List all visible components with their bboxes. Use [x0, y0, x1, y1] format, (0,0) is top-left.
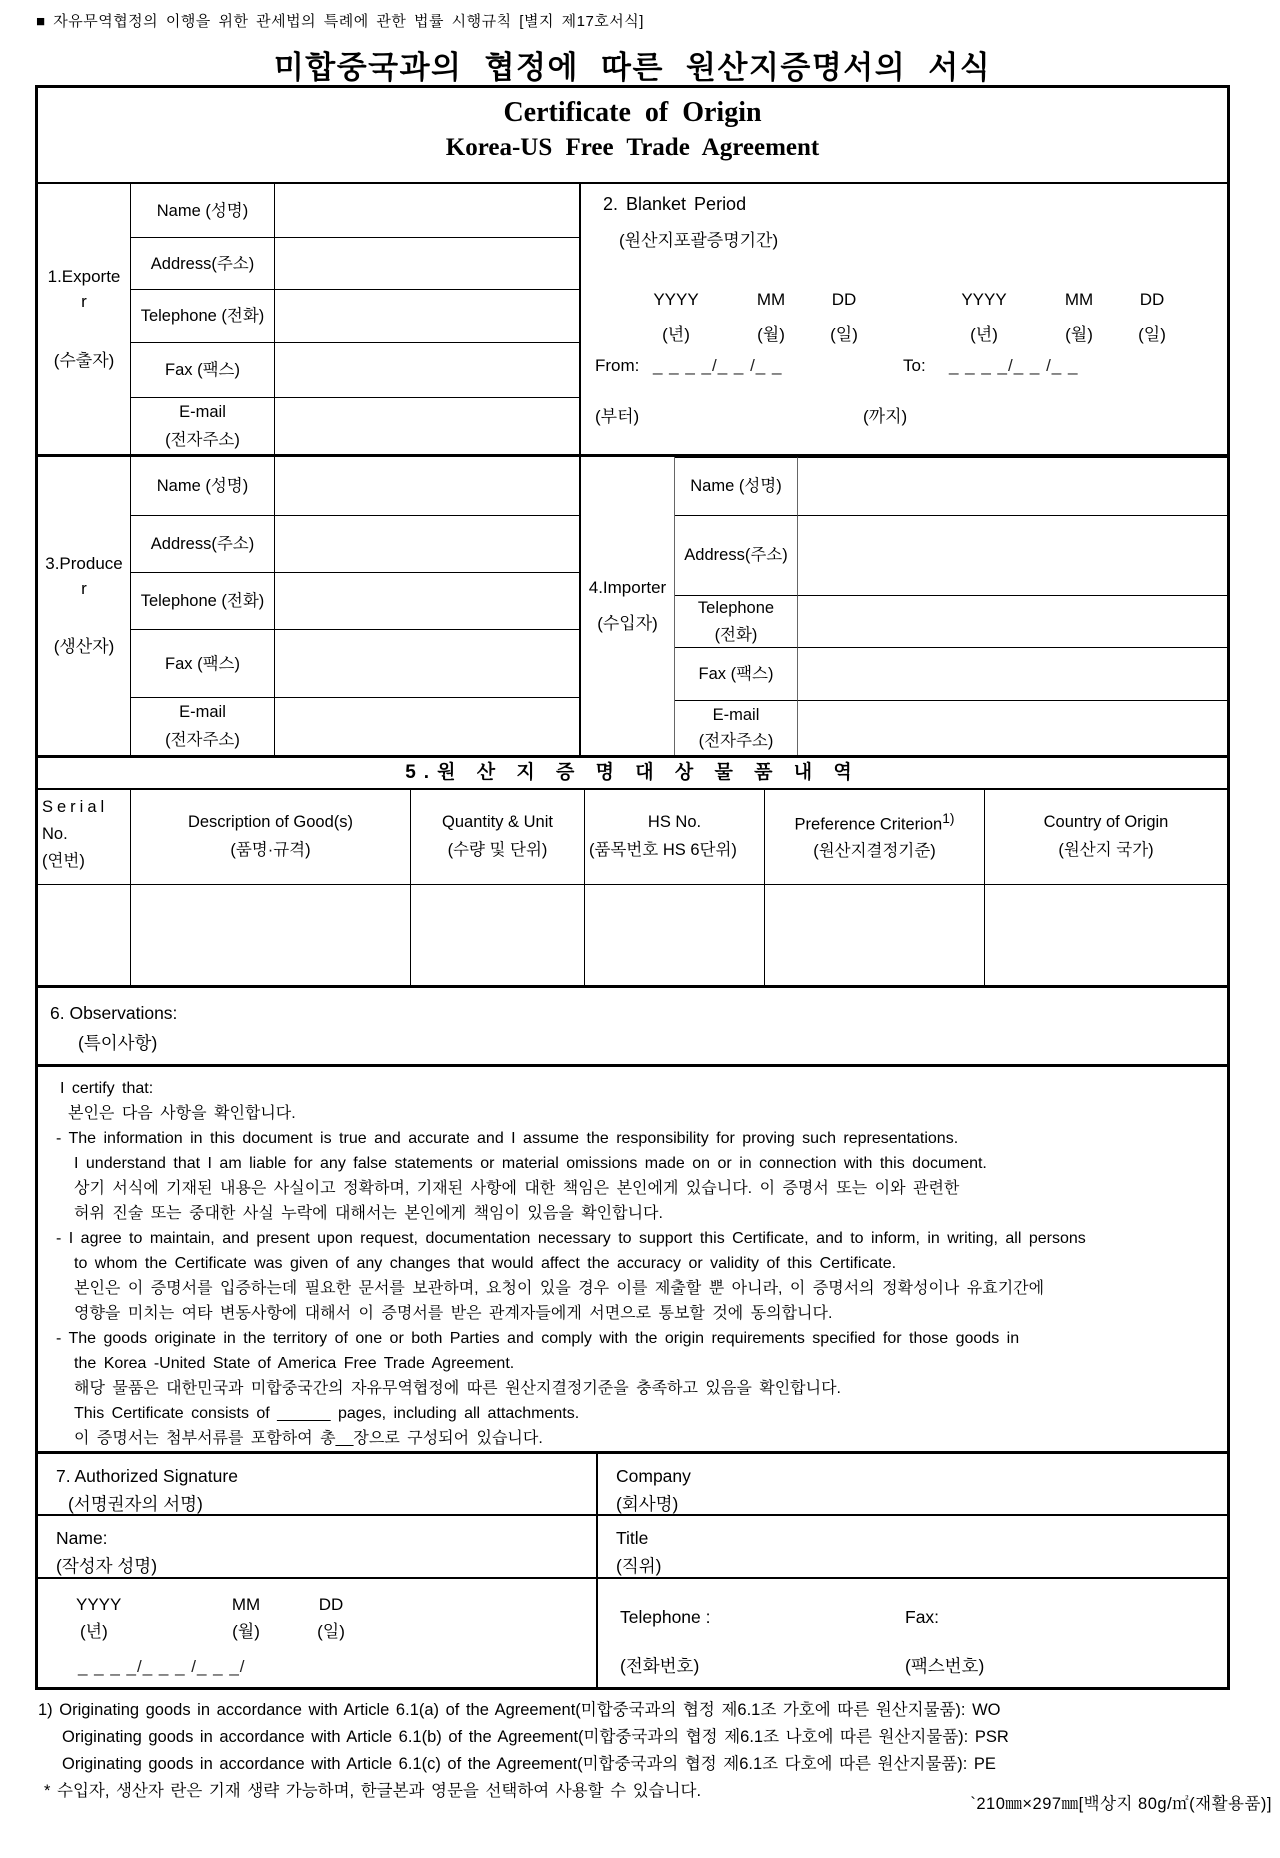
observations-korean: (특이사항): [78, 1033, 158, 1054]
telephone-label: Telephone :: [620, 1607, 711, 1628]
signature-date-header: YYYY MM DD: [76, 1595, 344, 1615]
signature-date-blank[interactable]: _ _ _ _/_ _ _ /_ _ _/: [78, 1657, 246, 1677]
producer-fax-field[interactable]: [275, 629, 579, 697]
from-label: From:: [595, 356, 640, 376]
certify-line: 본인은 다음 사항을 확인합니다.: [68, 1105, 296, 1123]
importer-fax-label: Fax (팩스): [675, 647, 798, 700]
exporter-email-field[interactable]: [275, 397, 579, 454]
authorized-signature-korean: (서명권자의 서명): [68, 1494, 203, 1515]
fax-label: Fax:: [905, 1607, 940, 1628]
certify-line: the Korea -United State of America Free Trade Agreement.: [74, 1355, 515, 1373]
title-label: Title: [616, 1528, 649, 1549]
signature-date-cell[interactable]: [38, 1579, 598, 1687]
goods-cell-preference[interactable]: [765, 885, 985, 985]
name-cell[interactable]: [38, 1516, 598, 1579]
importer-label: [581, 457, 675, 754]
producer-label: [38, 457, 131, 754]
exporter-email-label: E-mail (전자주소): [131, 397, 275, 454]
authorized-signature-cell[interactable]: [38, 1454, 598, 1516]
form-title-block: [38, 88, 1227, 184]
certify-line: 본인은 이 증명서를 입증하는데 필요한 문서를 보관하며, 요청이 있을 경우 이를 제출할 뿐 아니라, 이 증명서의 정확성이나 유효기간에: [74, 1280, 1045, 1298]
column-header-serial: Serial No. (연번): [38, 790, 131, 885]
importer-telephone-label: Telephone (전화): [675, 595, 798, 647]
producer-address-label: Address(주소): [131, 515, 275, 572]
footnote-marker: 1): [942, 810, 955, 826]
importer-number-label: 4.Importer: [588, 578, 667, 598]
certify-line: 상기 서식에 기재된 내용은 사실이고 정확하며, 기재된 사항에 대한 책임은 본인에게 있습니다. 이 증명서 또는 이와 관련한: [74, 1180, 960, 1198]
footnote-wo: 1) Originating goods in accordance with Article 6.1(a) of the Agreement(미합중국과의 협정 제6.1조 가호에 따른 원산지물품): WO: [38, 1701, 1001, 1719]
blanket-from-to-korean: [595, 402, 907, 427]
exporter-blanket-block: [38, 184, 1227, 457]
exporter-label: [38, 184, 131, 454]
exporter-address-field[interactable]: [275, 237, 579, 289]
certify-line: I understand that I am liable for any false statements or material omissions made on or in connection with this document.: [74, 1155, 987, 1173]
producer-email-field[interactable]: [275, 697, 579, 754]
telephone-fax-cell[interactable]: [598, 1579, 1227, 1687]
certificate-title: Certificate of Origin: [503, 97, 762, 128]
company-cell[interactable]: [598, 1454, 1227, 1516]
exporter-number-label: 1.Exporter: [47, 267, 121, 311]
company-korean: (회사명): [616, 1494, 679, 1515]
column-header-description: Description of Good(s) (품명·규격): [131, 790, 411, 885]
producer-email-label: E-mail (전자주소): [131, 697, 275, 754]
importer-address-label: Address(주소): [675, 515, 798, 595]
telephone-korean: (전화번호): [620, 1656, 700, 1677]
exporter-section: [38, 184, 581, 454]
importer-telephone-field[interactable]: [798, 595, 1227, 647]
regulation-notice: ■ 자유무역협정의 이행을 위한 관세법의 특례에 관한 법률 시행규칙 [별지 제17호서식]: [36, 13, 644, 30]
certify-line: I certify that:: [60, 1080, 154, 1098]
agreement-subtitle: Korea-US Free Trade Agreement: [445, 134, 820, 161]
company-label: Company: [616, 1466, 691, 1487]
certify-line: 영향을 미치는 여타 변동사항에 대해서 이 증명서를 받은 관계자들에게 서면으로 통보할 것에 동의합니다.: [74, 1305, 833, 1323]
blanket-period-section: [581, 184, 1227, 454]
goods-cell-description[interactable]: [131, 885, 411, 985]
producer-fax-label: Fax (팩스): [131, 629, 275, 697]
exporter-name-label: Name (성명): [131, 184, 275, 237]
goods-cell-country[interactable]: [985, 885, 1227, 985]
exporter-name-field[interactable]: [275, 184, 579, 237]
fax-korean: (팩스번호): [905, 1656, 985, 1677]
exporter-telephone-field[interactable]: [275, 289, 579, 342]
producer-name-label: Name (성명): [131, 457, 275, 515]
from-korean-label: (부터): [595, 407, 640, 427]
importer-name-label: Name (성명): [675, 457, 798, 515]
producer-telephone-label: Telephone (전화): [131, 572, 275, 629]
importer-section: [581, 457, 1227, 754]
to-date-blank[interactable]: _ _ _ _/_ _ /_ _: [949, 356, 1079, 376]
goods-table: [38, 790, 1227, 988]
footnote-optional-note: * 수입자, 생산자 란은 기재 생략 가능하며, 한글본과 영문을 선택하여 사용할 수 있습니다.: [44, 1782, 702, 1800]
observations-section[interactable]: [38, 988, 1227, 1067]
certificate-form: [35, 85, 1230, 1690]
column-header-quantity: Quantity & Unit (수량 및 단위): [411, 790, 585, 885]
producer-name-field[interactable]: [275, 457, 579, 515]
certify-line: 해당 물품은 대한민국과 미합중국간의 자유무역협정에 따른 원산지결정기준을 충족하고 있음을 확인합니다.: [74, 1380, 841, 1398]
importer-korean-label: (수입자): [597, 613, 658, 633]
producer-korean-label: (생산자): [53, 637, 115, 657]
exporter-fax-label: Fax (팩스): [131, 342, 275, 397]
certification-statements: [38, 1067, 1227, 1454]
column-header-country: Country of Origin (원산지 국가): [985, 790, 1227, 885]
footnotes: [38, 1697, 1248, 1805]
certify-line: 허위 진술 또는 중대한 사실 누락에 대해서는 본인에게 책임이 있음을 확인합니다.: [74, 1205, 663, 1223]
blanket-period-subtitle: (원산지포괄증명기간): [619, 231, 779, 251]
from-date-blank[interactable]: _ _ _ _/_ _ /_ _: [653, 356, 783, 376]
footnote-pe: Originating goods in accordance with Article 6.1(c) of the Agreement(미합중국과의 협정 제6.1조 다호에 따른 원산지물품): PE: [62, 1755, 996, 1773]
page-title: 미합중국과의 협정에 따른 원산지증명서의 서식: [273, 50, 992, 85]
blanket-from-to-row: [595, 356, 1185, 376]
paper-size-note: `210㎜×297㎜[백상지 80g/㎡(재활용품)]: [970, 1795, 1272, 1813]
producer-address-field[interactable]: [275, 515, 579, 572]
title-cell[interactable]: [598, 1516, 1227, 1579]
observations-title: 6. Observations:: [50, 1002, 178, 1023]
exporter-korean-label: (수출자): [53, 350, 115, 370]
producer-number-label: 3.Producer: [45, 553, 123, 598]
producer-importer-block: [38, 457, 1227, 757]
footnote-psr: Originating goods in accordance with Article 6.1(b) of the Agreement(미합중국과의 협정 제6.1조 나호에 따른 원산지물품): PSR: [62, 1728, 1009, 1746]
name-label: Name:: [56, 1528, 108, 1549]
to-label: To:: [903, 356, 926, 376]
exporter-address-label: Address(주소): [131, 237, 275, 289]
title-korean: (직위): [616, 1556, 662, 1577]
certify-line: - The goods originate in the territory of one or both Parties and comply with the origin requirements specified for those goods in: [56, 1330, 1020, 1348]
column-header-preference: Preference Criterion$^{1)}$ (원산지결정기준): [765, 790, 985, 885]
blanket-date-header: YYYY MM DD YYYY MM DD: [653, 290, 1165, 310]
importer-fax-field[interactable]: [798, 647, 1227, 700]
importer-address-field[interactable]: [798, 515, 1227, 595]
signature-block: [38, 1454, 1227, 1687]
certify-line: to whom the Certificate was given of any changes that would affect the accuracy or validity of this Certificate.: [74, 1255, 897, 1273]
certify-line: This Certificate consists of ______ pages, including all attachments.: [74, 1405, 580, 1423]
producer-telephone-field[interactable]: [275, 572, 579, 629]
exporter-fax-field[interactable]: [275, 342, 579, 397]
importer-email-label: E-mail (전자주소): [675, 700, 798, 754]
importer-email-field[interactable]: [798, 700, 1227, 754]
certify-line: - I agree to maintain, and present upon request, documentation necessary to support this Certificate, and to inform, in writing, all persons: [56, 1230, 1086, 1248]
goods-cell-quantity[interactable]: [411, 885, 585, 985]
column-header-hs-no: HS No. (품목번호 HS 6단위): [585, 790, 765, 885]
to-korean-label: (까지): [863, 407, 908, 427]
exporter-telephone-label: Telephone (전화): [131, 289, 275, 342]
authorized-signature-label: 7. Authorized Signature: [56, 1466, 238, 1487]
importer-name-field[interactable]: [798, 457, 1227, 515]
name-korean: (작성자 성명): [56, 1556, 158, 1577]
signature-date-header-korean: (년) (월) (일): [80, 1622, 345, 1642]
certify-line: - The information in this document is true and accurate and I assume the responsibility for proving such representations.: [56, 1130, 959, 1148]
goods-cell-hs-no[interactable]: [585, 885, 765, 985]
certify-line: 이 증명서는 첨부서류를 포함하여 총__장으로 구성되어 있습니다.: [74, 1430, 543, 1448]
blanket-date-header-korean: (년) (월) (일) (년) (월) (일): [662, 325, 1166, 345]
goods-section-title: 5.원 산 지 증 명 대 상 물 품 내 역: [38, 758, 1227, 790]
goods-cell-serial[interactable]: [38, 885, 131, 985]
blanket-period-title: 2. Blanket Period: [603, 194, 747, 215]
producer-section: [38, 457, 581, 754]
